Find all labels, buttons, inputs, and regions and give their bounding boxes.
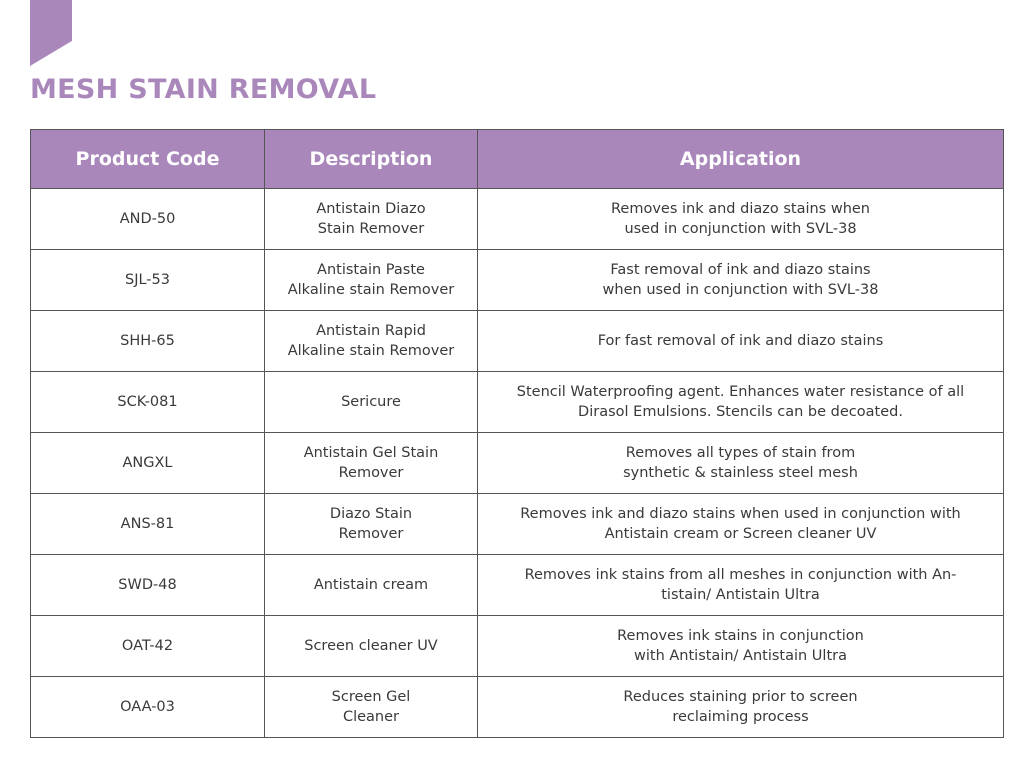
application-cell: Removes ink stains from all meshes in conjunction with An- tistain/ Antistain Ultra: [478, 555, 1004, 616]
table-row: [31, 250, 1004, 311]
table-row: [31, 433, 1004, 494]
header-product-code: Product Code: [31, 130, 265, 189]
product-code-cell: ANS-81: [31, 494, 265, 555]
application-cell: For fast removal of ink and diazo stains: [478, 311, 1004, 372]
application-cell: Fast removal of ink and diazo stains when used in conjunction with SVL-38: [478, 250, 1004, 311]
product-code-cell: ANGXL: [31, 433, 265, 494]
description-cell: Antistain Rapid Alkaline stain Remover: [265, 311, 478, 372]
corner-tab-decoration: [30, 0, 72, 66]
product-code-cell: SJL-53: [31, 250, 265, 311]
table-header-row: [31, 130, 1004, 189]
application-cell: Removes ink and diazo stains when used in conjunction with SVL-38: [478, 189, 1004, 250]
table-row: [31, 311, 1004, 372]
description-cell: Antistain Diazo Stain Remover: [265, 189, 478, 250]
product-code-cell: SCK-081: [31, 372, 265, 433]
description-cell: Antistain Gel Stain Remover: [265, 433, 478, 494]
table-row: [31, 616, 1004, 677]
table-row: [31, 494, 1004, 555]
description-cell: Screen cleaner UV: [265, 616, 478, 677]
application-cell: Removes ink stains in conjunction with Antistain/ Antistain Ultra: [478, 616, 1004, 677]
page-title: MESH STAIN REMOVAL: [30, 74, 377, 105]
header-description: Description: [265, 130, 478, 189]
application-cell: Reduces staining prior to screen reclaiming process: [478, 677, 1004, 738]
application-cell: Stencil Waterproofing agent. Enhances water resistance of all Dirasol Emulsions. Stencils can be decoated.: [478, 372, 1004, 433]
description-cell: Diazo Stain Remover: [265, 494, 478, 555]
description-cell: Screen Gel Cleaner: [265, 677, 478, 738]
product-code-cell: OAT-42: [31, 616, 265, 677]
table-row: [31, 677, 1004, 738]
table-row: [31, 555, 1004, 616]
application-cell: Removes ink and diazo stains when used in conjunction with Antistain cream or Screen cleaner UV: [478, 494, 1004, 555]
product-code-cell: SHH-65: [31, 311, 265, 372]
description-cell: Antistain Paste Alkaline stain Remover: [265, 250, 478, 311]
table-row: [31, 189, 1004, 250]
product-code-cell: OAA-03: [31, 677, 265, 738]
table-row: [31, 372, 1004, 433]
description-cell: Sericure: [265, 372, 478, 433]
product-code-cell: SWD-48: [31, 555, 265, 616]
description-cell: Antistain cream: [265, 555, 478, 616]
header-application: Application: [478, 130, 1004, 189]
product-table: [30, 129, 1004, 738]
product-code-cell: AND-50: [31, 189, 265, 250]
application-cell: Removes all types of stain from synthetic & stainless steel mesh: [478, 433, 1004, 494]
